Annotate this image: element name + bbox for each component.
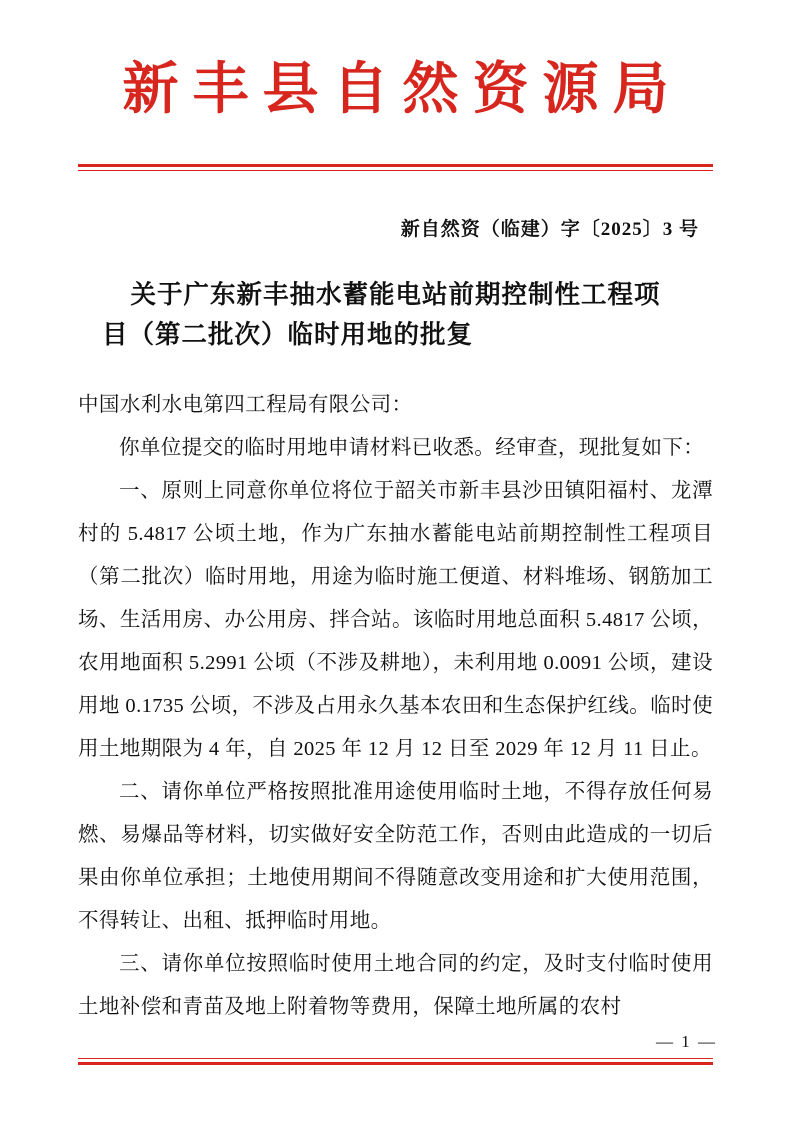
body-paragraph-4: 三、请你单位按照临时使用土地合同的约定，及时支付临时使用土地补偿和青苗及地上附着物等费用，保障土地所属的农村 [78, 953, 713, 1019]
body-paragraph-3: 二、请你单位严格按照批准用途使用临时土地，不得存放任何易燃、易爆品等材料，切实做好安全防范工作，否则由此造成的一切后果由你单位承担；土地使用期间不得随意改变用途和扩大使用范围，不得转让、出租、抵押临时用地。 [78, 781, 713, 933]
footer-divider-thin [78, 1058, 713, 1059]
header-divider [78, 164, 713, 170]
header-divider-thick [78, 164, 713, 167]
issuing-authority-title: 新丰县自然资源局 [122, 59, 683, 121]
document-number: 新自然资（临建）字〔2025〕3 号 [400, 219, 699, 241]
recipient-line: 中国水利水电第四工程局有限公司： [78, 394, 413, 417]
page-title [78, 275, 713, 354]
body-paragraph-1: 你单位提交的临时用地申请材料已收悉。经审查，现批复如下： [119, 437, 705, 460]
document-body [78, 384, 713, 1029]
footer [78, 1032, 717, 1065]
page-title-line-2: 目（第二批次）临时用地的批复 [102, 319, 474, 349]
masthead [78, 0, 713, 122]
page-title-line-1: 关于广东新丰抽水蓄能电站前期控制性工程项 [130, 280, 661, 310]
body-paragraph-2: 一、原则上同意你单位将位于韶关市新丰县沙田镇阳福村、龙潭村的 5.4817 公顷土地，作为广东抽水蓄能电站前期控制性工程项目（第二批次）临时用地，用途为临时施工便道、材料堆场、钢筋加工场、生活用房、办公用房、拌合站。该临时用地总面积 5.4817 公顷，农用地面积 5.2991 公顷（不涉及耕地），未利用地 0.0091 公顷，建设用地 0.1735 公顷，不涉及占用永久基本农田和生态保护红线。临时使用土地期限为 4 年，自 2025 年 12 月 12 日至 2029 年 12 月 11 日止。 [78, 480, 713, 761]
page-number: — 1 — [656, 1032, 717, 1051]
header-divider-thin [78, 170, 713, 171]
footer-divider-thick [78, 1062, 713, 1065]
